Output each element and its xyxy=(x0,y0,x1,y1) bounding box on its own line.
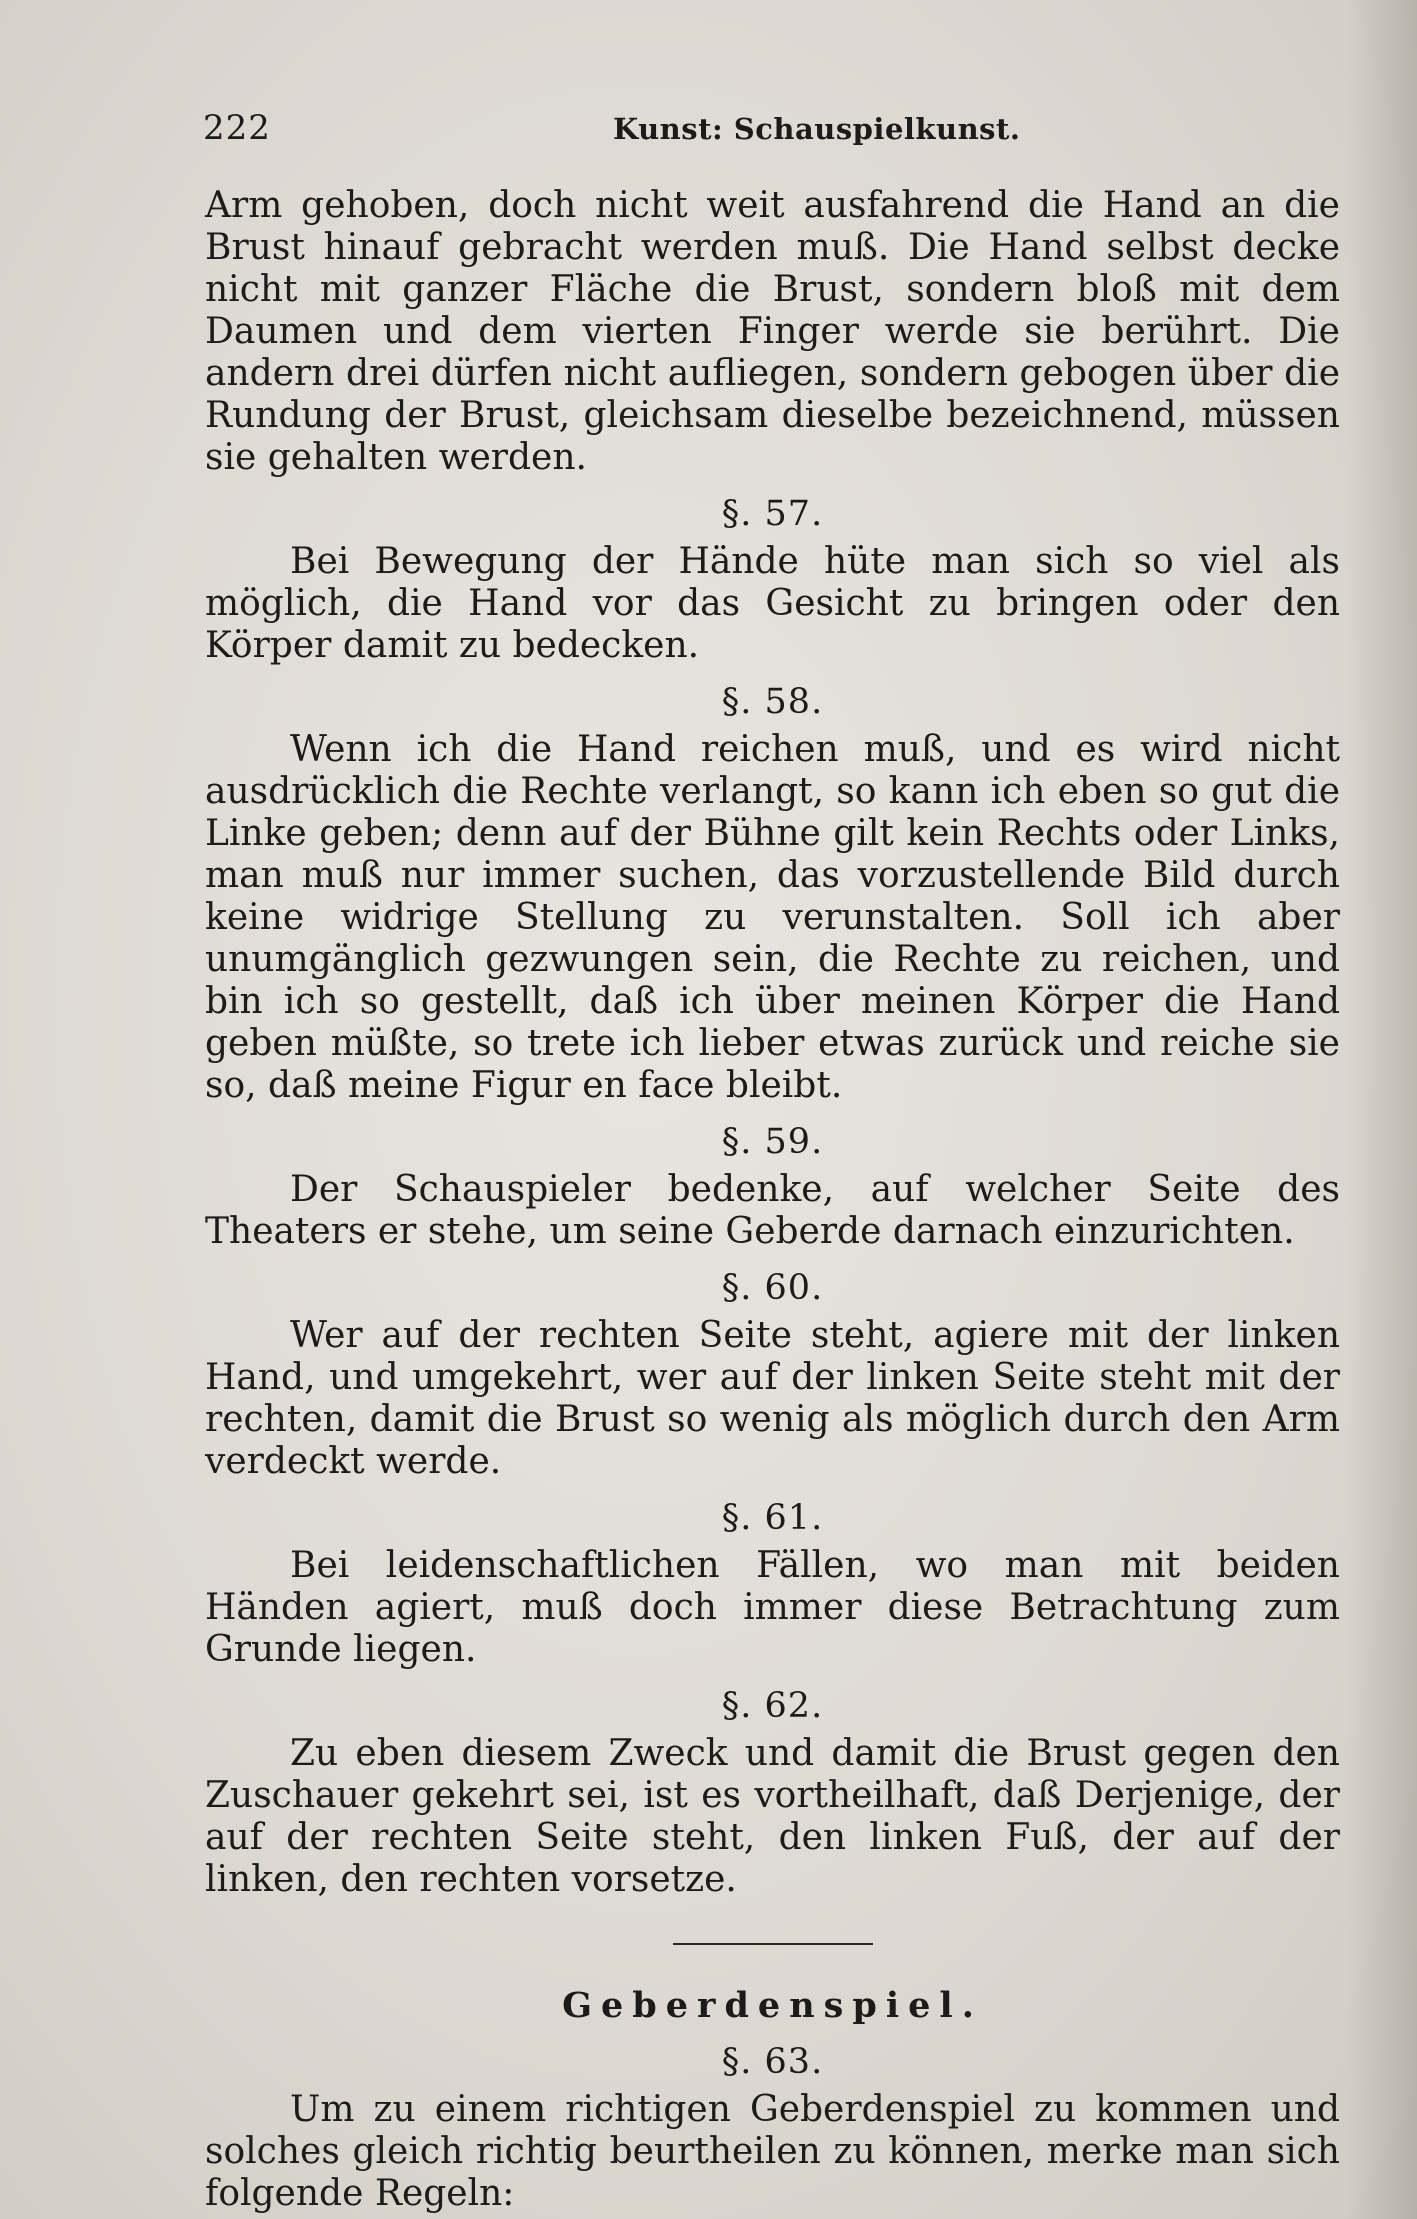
section-63-text: Um zu einem richtigen Geberdenspiel zu kommen und solches gleich richtig beurtheilen zu können, merke man sich folgende Regeln: xyxy=(205,2089,1340,2214)
running-head: Kunst: Schauspielkunst. xyxy=(613,112,1021,146)
chapter-title: Geberdenspiel. xyxy=(562,1985,983,2026)
section-62-heading: §. 62. xyxy=(721,1686,824,1726)
section-divider xyxy=(673,1943,873,1945)
section-57-text: Bei Bewegung der Hände hüte man sich so viel als möglich, die Hand vor das Gesicht zu bringen oder den Körper damit zu bedecken. xyxy=(205,541,1340,666)
section-58-heading: §. 58. xyxy=(721,682,824,722)
section-61-heading: §. 61. xyxy=(721,1498,824,1538)
page-header xyxy=(203,108,1343,158)
page-edge-shadow xyxy=(1347,0,1417,2219)
paragraph-intro: Arm gehoben, doch nicht weit ausfahrend die Hand an die Brust hinauf gebracht werden muß. Die Hand selbst decke nicht mit ganzer Fläche die Brust, sondern bloß mit dem Daumen und dem vierten Finger werde sie berührt. Die andern drei dürfen nicht aufliegen, sondern gebogen über die Rundung der Brust, gleichsam dieselbe bezeichnend, müssen sie gehalten werden. xyxy=(205,185,1340,478)
section-62-text: Zu eben diesem Zweck und damit die Brust gegen den Zuschauer gekehrt sei, ist es vortheilhaft, daß Derjenige, der auf der rechten Seite steht, den linken Fuß, der auf der linken, den rechten vorsetze. xyxy=(205,1733,1340,1900)
section-59-heading: §. 59. xyxy=(721,1122,824,1162)
section-57-heading: §. 57. xyxy=(721,494,824,534)
section-61-text: Bei leidenschaftlichen Fällen, wo man mit beiden Händen agiert, muß doch immer diese Betrachtung zum Grunde liegen. xyxy=(205,1545,1340,1670)
section-59-text: Der Schauspieler bedenke, auf welcher Seite des Theaters er stehe, um seine Geberde darnach einzurichten. xyxy=(205,1169,1340,1252)
page-body xyxy=(205,185,1340,2215)
section-60-heading: §. 60. xyxy=(721,1268,824,1308)
section-58-text: Wenn ich die Hand reichen muß, und es wird nicht ausdrücklich die Rechte verlangt, so kann ich eben so gut die Linke geben; denn auf der Bühne gilt kein Rechts oder Links, man muß nur immer suchen, das vorzustellende Bild durch keine widrige Stellung zu verunstalten. Soll ich aber unumgänglich gezwungen sein, die Rechte zu reichen, und bin ich so gestellt, daß ich über meinen Körper die Hand geben müßte, so trete ich lieber etwas zurück und reiche sie so, daß meine Figur en face bleibt. xyxy=(205,729,1340,1106)
section-63-heading: §. 63. xyxy=(721,2042,824,2082)
page-number: 222 xyxy=(203,108,271,148)
section-60-text: Wer auf der rechten Seite steht, agiere mit der linken Hand, und umgekehrt, wer auf der linken Seite steht mit der rechten, damit die Brust so wenig als möglich durch den Arm verdeckt werde. xyxy=(205,1315,1340,1482)
